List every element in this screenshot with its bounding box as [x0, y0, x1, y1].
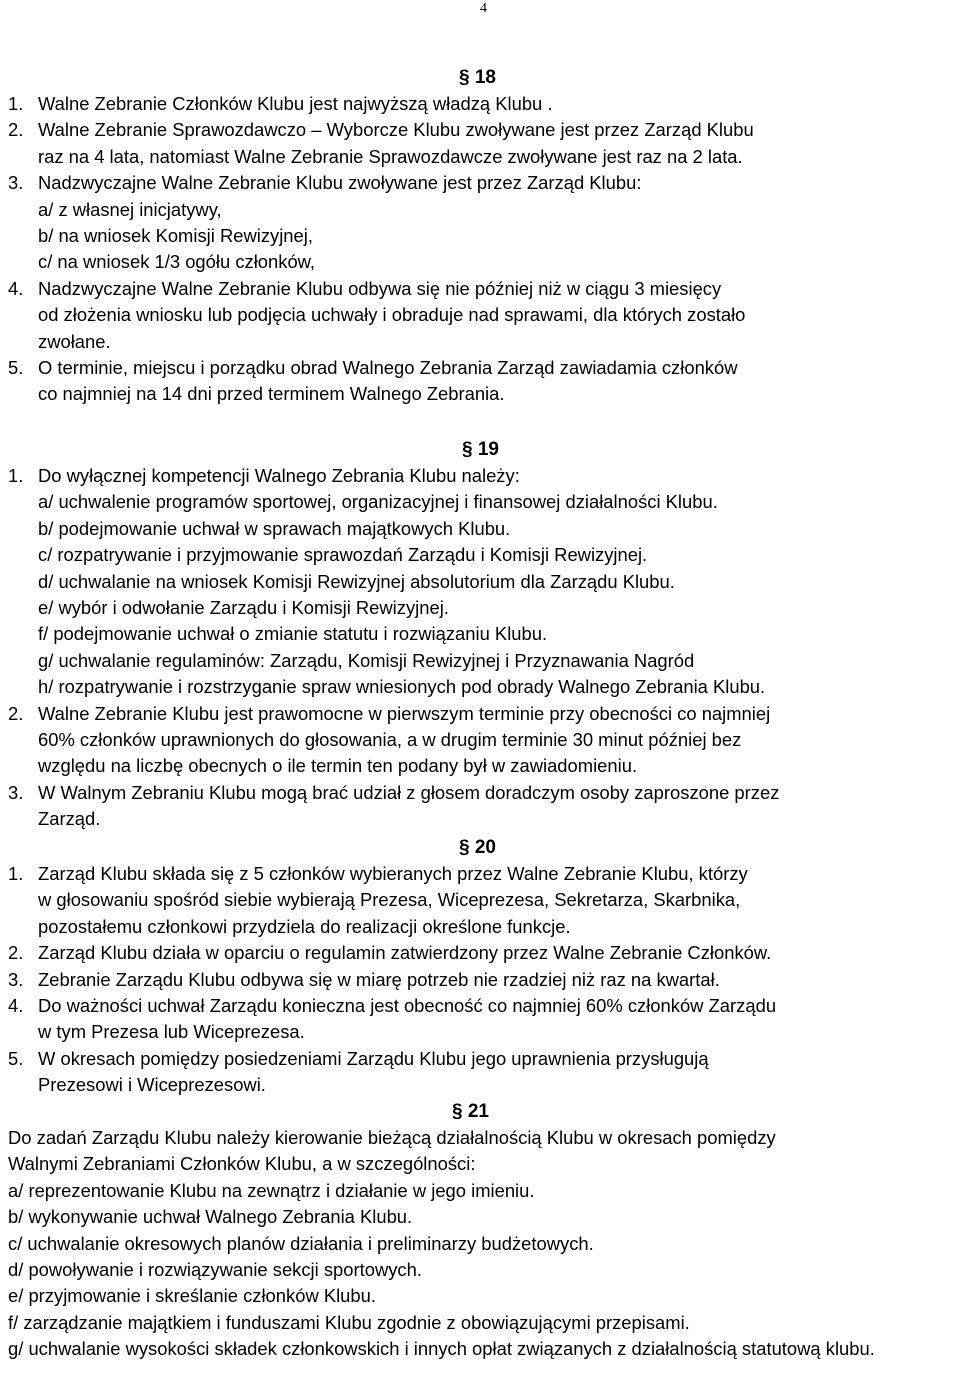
- item-line: Walne Zebranie Sprawozdawczo – Wyborcze Klubu zwoływane jest przez Zarząd Klubu: [38, 119, 754, 141]
- item-line: W Walnym Zebraniu Klubu mogą brać udział z głosem doradczym osoby zaproszone przez: [38, 781, 780, 803]
- item-line: co najmniej na 14 dni przed terminem Walnego Zebrania.: [38, 383, 505, 405]
- item-number: 3.: [8, 781, 24, 803]
- intro-line: Do zadań Zarządu Klubu należy kierowanie bieżącą działalnością Klubu w okresach pomiędzy: [8, 1127, 776, 1148]
- item-number: 2.: [8, 702, 24, 724]
- item-line: Prezesowi i Wiceprezesowi.: [38, 1074, 266, 1096]
- item-line: raz na 4 lata, natomiast Walne Zebranie Sprawozdawcze zwoływane jest raz na 2 lata.: [38, 145, 743, 167]
- item-line: f/ podejmowanie uchwał o zmianie statutu i rozwiązaniu Klubu.: [38, 623, 548, 645]
- item-number: 5.: [8, 1047, 24, 1069]
- item-line: Zarząd Klubu składa się z 5 członków wybieranych przez Walne Zebranie Klubu, którzy: [38, 863, 748, 884]
- section-items: [8, 463, 956, 833]
- item-line: zwołane.: [38, 330, 111, 352]
- list-item: [8, 91, 956, 117]
- section-heading: § 19: [462, 439, 499, 460]
- list-item: [8, 463, 956, 701]
- item-line: Do wyłącznej kompetencji Walnego Zebrania Klubu należy:: [38, 465, 520, 486]
- point-item: c/ uchwalanie okresowych planów działania i preliminarzy budżetowych.: [8, 1232, 594, 1254]
- section-heading: § 18: [459, 67, 496, 88]
- list-item: [8, 355, 956, 408]
- list-item: [8, 993, 956, 1046]
- section-items: [8, 861, 956, 1099]
- item-line: Nadzwyczajne Walne Zebranie Klubu odbywa się nie później niż w ciągu 3 miesięcy: [38, 277, 722, 299]
- list-item: [8, 1046, 956, 1099]
- item-line: Zarząd.: [38, 808, 101, 830]
- item-line: Walne Zebranie Członków Klubu jest najwyższą władzą Klubu .: [38, 93, 553, 114]
- section-18: [8, 65, 956, 408]
- item-line: względu na liczbę obecnych o ile termin ten podany był w zawiadomieniu.: [38, 755, 638, 777]
- item-line: Zebranie Zarządu Klubu odbywa się w miarę potrzeb nie rzadziej niż raz na kwartał.: [38, 968, 720, 990]
- section-19: [8, 437, 956, 833]
- item-line: od złożenia wniosku lub podjęcia uchwały i obraduje nad sprawami, dla których zostało: [38, 304, 746, 326]
- section-20: [8, 835, 956, 1099]
- item-line: b/ podejmowanie uchwał w sprawach majątkowych Klubu.: [38, 517, 511, 539]
- item-line: W okresach pomiędzy posiedzeniami Zarządu Klubu jego uprawnienia przysługują: [38, 1047, 709, 1069]
- list-item: [8, 780, 956, 833]
- intro-line: Walnymi Zebraniami Członków Klubu, a w szczególności:: [8, 1153, 476, 1175]
- item-line: g/ uchwalanie regulaminów: Zarządu, Komisji Rewizyjnej i Przyznawania Nagród: [38, 649, 695, 671]
- item-line: 60% członków uprawnionych do głosowania, a w drugim terminie 30 minut później bez: [38, 729, 742, 751]
- point-item: d/ powoływanie i rozwiązywanie sekcji sportowych.: [8, 1259, 422, 1281]
- item-line: pozostałemu członkowi przydziela do realizacji określone funkcje.: [38, 915, 571, 937]
- section-title: [8, 835, 956, 861]
- item-number: 1.: [8, 93, 24, 114]
- point-item: g/ uchwalanie wysokości składek członkowskich i innych opłat związanych z działalnością statutową klubu.: [8, 1338, 875, 1360]
- item-line: a/ z własnej inicjatywy,: [38, 198, 222, 220]
- item-number: 2.: [8, 942, 24, 964]
- item-number: 5.: [8, 357, 24, 379]
- item-line: h/ rozpatrywanie i rozstrzyganie spraw wniesionych pod obrady Walnego Zebrania Klubu.: [38, 676, 766, 698]
- section-21: [8, 1099, 956, 1363]
- point-item: e/ przyjmowanie i skreślanie członków Klubu.: [8, 1285, 376, 1307]
- item-number: 1.: [8, 465, 24, 486]
- list-item: [8, 940, 956, 966]
- item-line: Walne Zebranie Klubu jest prawomocne w pierwszym terminie przy obecności co najmniej: [38, 702, 771, 724]
- item-line: a/ uchwalenie programów sportowej, organizacyjnej i finansowej działalności Klubu.: [38, 491, 718, 513]
- point-item: f/ zarządzanie majątkiem i funduszami Klubu zgodnie z obowiązującymi przepisami.: [8, 1311, 690, 1333]
- item-line: O terminie, miejscu i porządku obrad Walnego Zebrania Zarząd zawiadamia członków: [38, 357, 738, 379]
- point-item: b/ wykonywanie uchwał Walnego Zebrania Klubu.: [8, 1206, 413, 1228]
- list-item: [8, 117, 956, 170]
- page-number: 4: [480, 1, 487, 16]
- section-items: [8, 91, 956, 408]
- section-title: [8, 65, 956, 91]
- item-number: 3.: [8, 172, 24, 194]
- section-intro: [8, 1125, 956, 1178]
- section-title: [8, 437, 956, 463]
- item-line: b/ na wniosek Komisji Rewizyjnej,: [38, 225, 313, 247]
- item-line: c/ na wniosek 1/3 ogółu członków,: [38, 251, 316, 273]
- list-item: [8, 701, 956, 780]
- point-item: a/ reprezentowanie Klubu na zewnątrz i działanie w jego imieniu.: [8, 1179, 535, 1201]
- list-item: [8, 170, 956, 276]
- item-line: d/ uchwalanie na wniosek Komisji Rewizyjnej absolutorium dla Zarządu Klubu.: [38, 570, 675, 592]
- item-line: c/ rozpatrywanie i przyjmowanie sprawozdań Zarządu i Komisji Rewizyjnej.: [38, 544, 648, 566]
- item-number: 4.: [8, 995, 24, 1017]
- section-heading: § 21: [452, 1101, 489, 1122]
- item-number: 2.: [8, 119, 24, 141]
- item-line: Do ważności uchwał Zarządu konieczna jest obecność co najmniej 60% członków Zarządu: [38, 995, 777, 1017]
- item-line: Nadzwyczajne Walne Zebranie Klubu zwoływane jest przez Zarząd Klubu:: [38, 172, 642, 194]
- list-item: [8, 861, 956, 940]
- item-number: 3.: [8, 968, 24, 990]
- list-item: [8, 276, 956, 355]
- section-title: [8, 1099, 956, 1125]
- item-number: 4.: [8, 277, 24, 299]
- item-line: e/ wybór i odwołanie Zarządu i Komisji Rewizyjnej.: [38, 597, 449, 619]
- list-item: [8, 967, 956, 993]
- item-number: 1.: [8, 863, 24, 884]
- section-heading: § 20: [459, 837, 496, 858]
- item-line: w głosowaniu spośród siebie wybierają Prezesa, Wiceprezesa, Sekretarza, Skarbnika,: [38, 889, 741, 911]
- item-line: w tym Prezesa lub Wiceprezesa.: [38, 1021, 305, 1043]
- item-line: Zarząd Klubu działa w oparciu o regulamin zatwierdzony przez Walne Zebranie Członków.: [38, 942, 772, 964]
